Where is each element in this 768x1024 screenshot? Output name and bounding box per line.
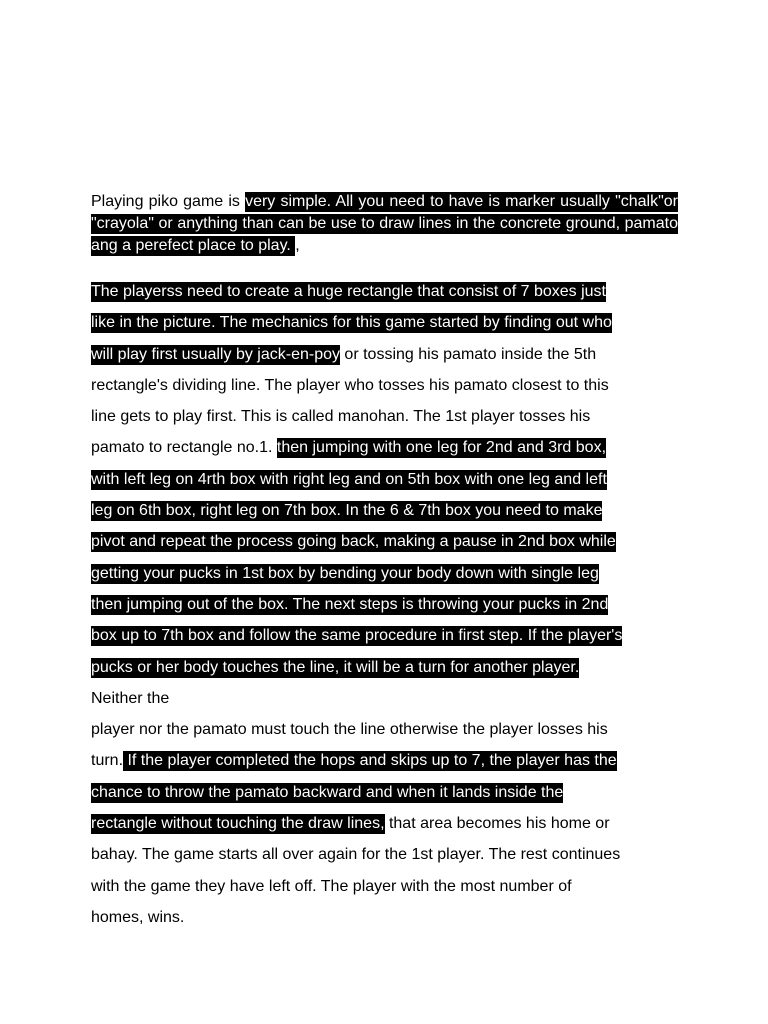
text-line-content [91, 526, 616, 557]
plain-text: Neither the [91, 689, 170, 707]
text-line-content [91, 558, 599, 589]
text-line-content [91, 307, 612, 338]
text-line [91, 902, 678, 933]
text-line [91, 620, 678, 651]
text-line [91, 401, 678, 432]
text-line [91, 714, 678, 745]
text-line-content [91, 714, 608, 745]
text-line [91, 589, 678, 620]
text-line-content [91, 683, 169, 714]
text-line [91, 464, 678, 495]
text-line-content [91, 620, 622, 651]
paragraph-mechanics [91, 276, 678, 933]
text-line-content [91, 652, 579, 683]
text-line [91, 526, 678, 557]
text-line-content [91, 432, 606, 463]
highlighted-text: then jumping out of the box. The next steps is throwing your pucks in 2nd [91, 595, 609, 613]
highlighted-text: will play first usually [91, 345, 236, 363]
text-line [91, 839, 678, 870]
text-line [91, 808, 678, 839]
text-line [91, 871, 678, 902]
highlighted-text: chance to throw the pamato backward and when it lands inside the [91, 783, 564, 801]
text-line [91, 558, 678, 589]
text-line [91, 652, 678, 683]
plain-text: rectangle's dividing line. The player who tosses his pamato closest to this [91, 376, 609, 394]
highlighted-text: by jack-en-poy [235, 345, 340, 363]
text-line-content [91, 401, 590, 432]
paragraph-intro [91, 191, 678, 257]
text-line [91, 777, 678, 808]
text-line-content [91, 276, 606, 307]
text-line [91, 307, 678, 338]
text-line-content [91, 339, 596, 370]
text-line [91, 432, 678, 463]
highlighted-text: box up to 7th box and follow the same procedure in first step. If the player's [91, 627, 623, 645]
text-line-content [91, 589, 608, 620]
highlighted-text: If the player completed the hops and skips up to 7, the player has the [123, 752, 617, 770]
plain-text: with the game they have left off. The player with the most number of [91, 877, 572, 895]
text-line [91, 683, 678, 714]
plain-text: bahay. The game starts all over again for the 1st player. The rest continues [91, 846, 621, 864]
plain-text: that area becomes his home or [384, 815, 610, 833]
text-line-content [91, 808, 610, 839]
intro-highlight: very simple. All you need to have is marker usually "chalk"or "crayola" or anything than can be use to draw lines in the concrete ground, pamato ang a perefect place to play. [91, 193, 679, 254]
highlighted-text: then jumping with one leg for 2nd and 3rd box, [276, 439, 607, 457]
text-line-content [91, 464, 607, 495]
document-page [91, 0, 678, 1024]
plain-text: line gets to play first. This is called manohan. The 1st player tosses his [91, 408, 591, 426]
text-line [91, 339, 678, 370]
highlighted-text: pivot and repeat the process going back, making a pause in 2nd box while [91, 533, 616, 551]
text-line [91, 745, 678, 776]
highlighted-text: rectangle without touching the draw lines, [91, 815, 385, 833]
text-line-content [91, 871, 572, 902]
highlighted-text: like in the picture. The mechanics for this game started by finding out who [91, 314, 612, 332]
text-line-content [91, 902, 184, 933]
text-line [91, 370, 678, 401]
plain-text: pamato to rectangle no.1. [91, 439, 277, 457]
intro-plain-end: , [295, 237, 300, 254]
text-line-content [91, 777, 563, 808]
highlighted-text: with left leg on 4rth box with right leg and on 5th box with one leg and left [91, 470, 607, 488]
plain-text: player nor the pamato must touch the line otherwise the player losses his [91, 721, 608, 739]
highlighted-text: pucks or her body touches the line, it will be a turn for another player. [91, 658, 580, 676]
highlighted-text: getting your pucks in 1st box by bending your body down with single leg [91, 564, 599, 582]
highlighted-text: The playerss need to create a huge rectangle that consist of 7 boxes just [91, 283, 606, 300]
plain-text: or tossing his pamato inside the 5th [339, 345, 597, 363]
text-line-content [91, 370, 609, 401]
highlighted-text: leg on 6th box, right leg on 7th box. In the 6 & 7th box you need to make [91, 502, 603, 520]
plain-text: turn. [91, 752, 124, 770]
plain-text: homes, wins. [91, 908, 185, 926]
text-line-content [91, 745, 617, 776]
text-line-content [91, 839, 620, 870]
text-line-content [91, 495, 602, 526]
text-line [91, 276, 678, 307]
text-line [91, 495, 678, 526]
intro-plain-start: Playing piko game is [91, 193, 246, 210]
